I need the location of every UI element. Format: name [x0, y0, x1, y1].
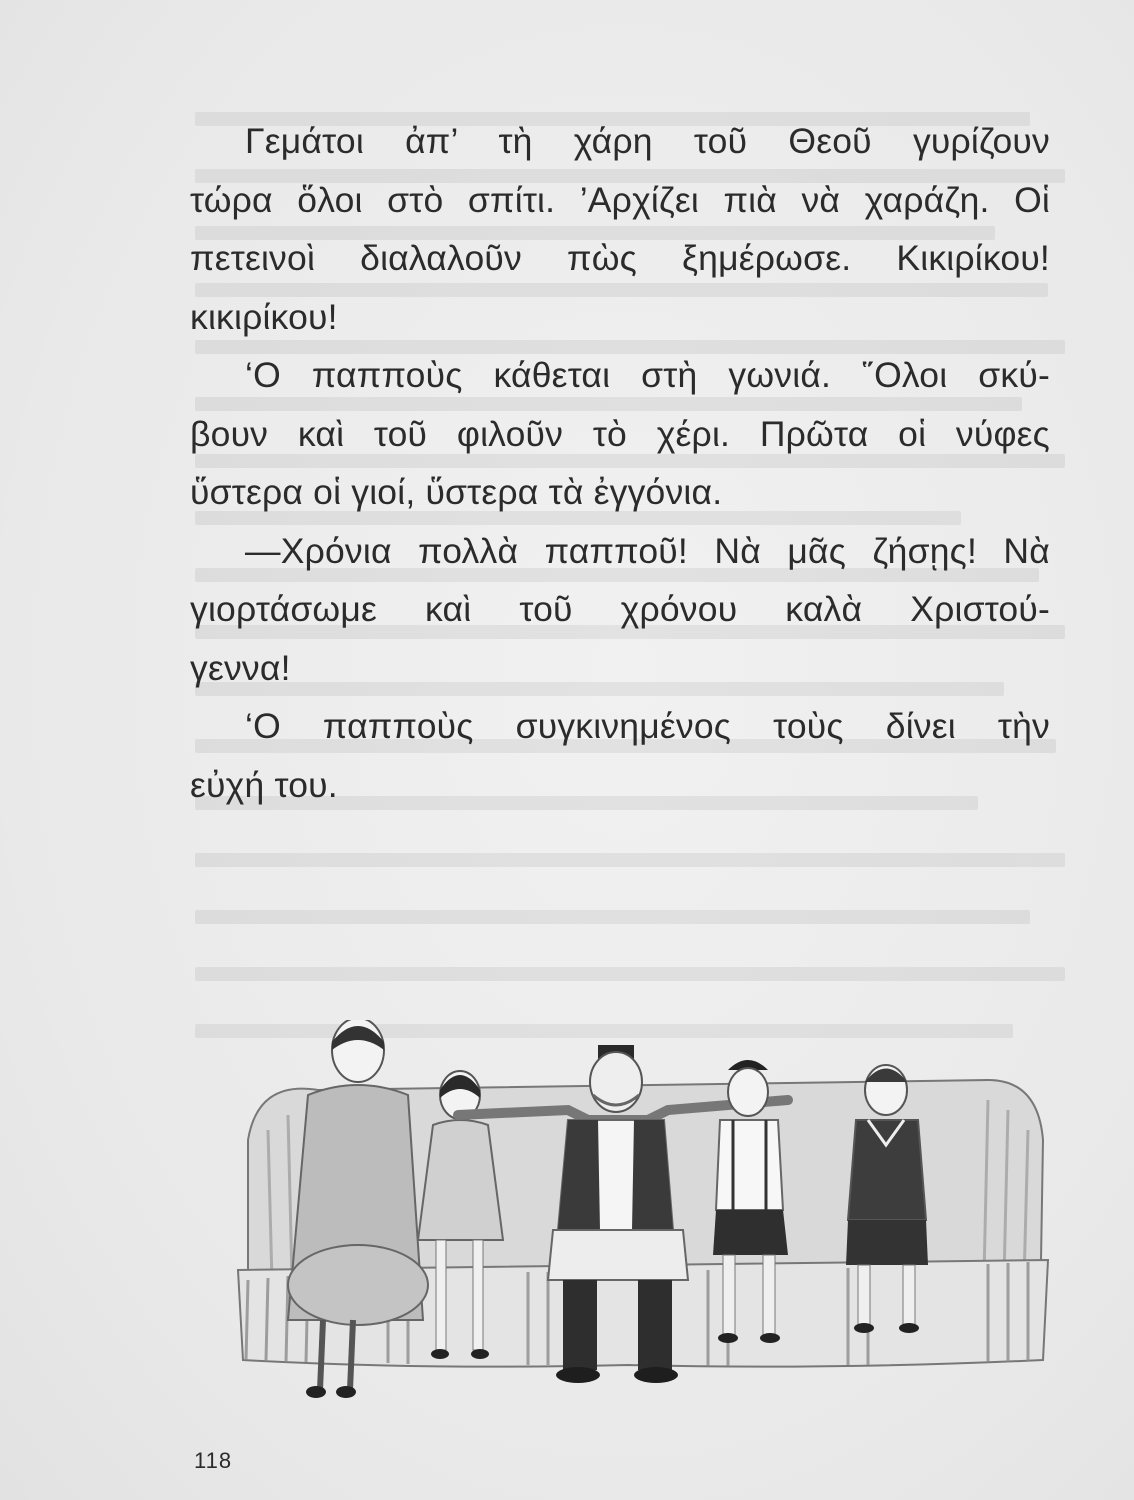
text-line: κικιρίκου!: [190, 296, 338, 337]
text-line: Γεμάτοι ἀπ’ τὴ χάρη τοῦ Θεοῦ γυρίζουν: [245, 121, 1050, 161]
page-number: 118: [194, 1448, 233, 1473]
text-line: ὕστερα οἱ γιοί, ὕστερα τὰ ἐγγόνια.: [190, 472, 723, 512]
text-line: γεννα!: [190, 647, 291, 688]
text-line: γιορτάσωμε καὶ τοῦ χρόνου καλὰ Χριστού-: [190, 589, 1050, 629]
text-line: ‘Ο παπποὺς κάθεται στὴ γωνιά. ῞Ολοι σκύ-: [245, 355, 1050, 395]
text-line: εὐχή του.: [190, 764, 338, 805]
text-line: πετεινοὶ διαλαλοῦν πὼς ξημέρωσε. Κικιρίκου!: [190, 238, 1050, 278]
text-line: —Χρόνια πολλὰ παπποῦ! Νὰ μᾶς ζήσῃς! Νὰ: [245, 530, 1050, 571]
family-on-sofa-illustration: [228, 1020, 1058, 1420]
body-text: [190, 112, 1050, 814]
text-line: τώρα ὅλοι στὸ σπίτι. ’Αρχίζει πιὰ νὰ χαράζη. Οἱ: [190, 179, 1050, 220]
text-line: βουν καὶ τοῦ φιλοῦν τὸ χέρι. Πρῶτα οἱ νύφες: [190, 413, 1050, 454]
text-line: ‘Ο παπποὺς συγκινημένος τοὺς δίνει τὴν: [245, 706, 1050, 746]
